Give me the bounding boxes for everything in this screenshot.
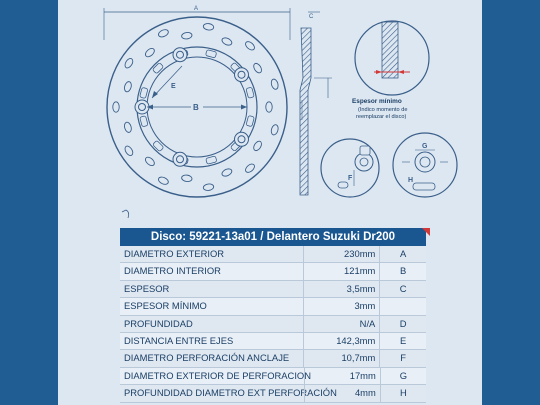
row-value: 3,5mm [303,281,380,297]
row-value: 17mm [304,368,380,384]
row-name: DIAMETRO EXTERIOR [124,248,225,259]
bolt-hole [238,71,245,78]
row-value: 142,3mm [303,333,380,349]
table-row [120,350,426,367]
callout-note-1: (Indico momento de [358,107,408,113]
row-value: 3mm [303,298,380,314]
label-c: C [309,14,314,20]
row-name: DISTANCIA ENTRE EJES [124,334,234,346]
callout-title: Espesor mínimo [352,98,402,105]
row-value: 230mm [303,246,380,262]
bolt-hole [177,156,184,163]
label-b: B [193,103,199,112]
row-key: G [380,368,426,384]
label-h: H [408,177,414,184]
row-value: N/A [303,316,380,332]
row-value: 10,7mm [303,350,380,366]
bolt-hole [238,136,245,143]
vent-hole [113,102,119,112]
row-key: A [379,246,426,262]
table-row [120,385,426,402]
label-a: A [194,6,199,12]
table-row [120,281,426,298]
table-row [120,333,426,350]
label-g: G [422,143,428,150]
row-value: 4mm [304,385,380,401]
row-key [379,298,426,314]
callout-note-2: reemplazar el disco) [356,114,407,120]
table-row [120,246,426,263]
detail-gh-callout [393,133,457,197]
row-name: DIAMETRO EXTERIOR DE PERFORACION [124,369,311,381]
row-name: ESPESOR MÍNIMO [124,300,207,312]
table-row [120,263,426,280]
label-f: F [348,175,353,182]
row-name: PROFUNDIDAD [124,317,193,329]
row-key: F [379,350,426,366]
row-name: DIAMETRO PERFORACIÓN ANCLAJE [124,352,290,364]
row-value: 121mm [303,263,380,279]
table-title: Disco: 59221-13a01 / Delantero Suzuki Dr200 [120,228,426,246]
brake-disc-diagram [58,0,482,215]
table-row [120,368,426,385]
table-row [120,316,426,333]
spec-table [120,228,426,403]
bolt-hole [177,51,184,58]
spec-panel [58,0,482,405]
vent-hole [266,102,272,112]
row-key: C [379,281,426,297]
row-name: PROFUNDIDAD DIAMETRO EXT PERFORACIÓN [124,387,337,399]
min-thickness-callout [352,21,429,120]
row-key: E [379,333,426,349]
row-name: ESPESOR [124,282,170,294]
row-name: DIAMETRO INTERIOR [124,265,221,277]
bolt-hole [139,104,146,111]
row-key: H [380,385,426,401]
table-body [120,246,426,403]
row-key: D [379,316,426,332]
label-e: E [171,83,176,90]
detail-f-callout [321,139,379,197]
table-row [120,298,426,315]
disc-front-view [107,17,287,197]
row-key: B [379,263,426,279]
